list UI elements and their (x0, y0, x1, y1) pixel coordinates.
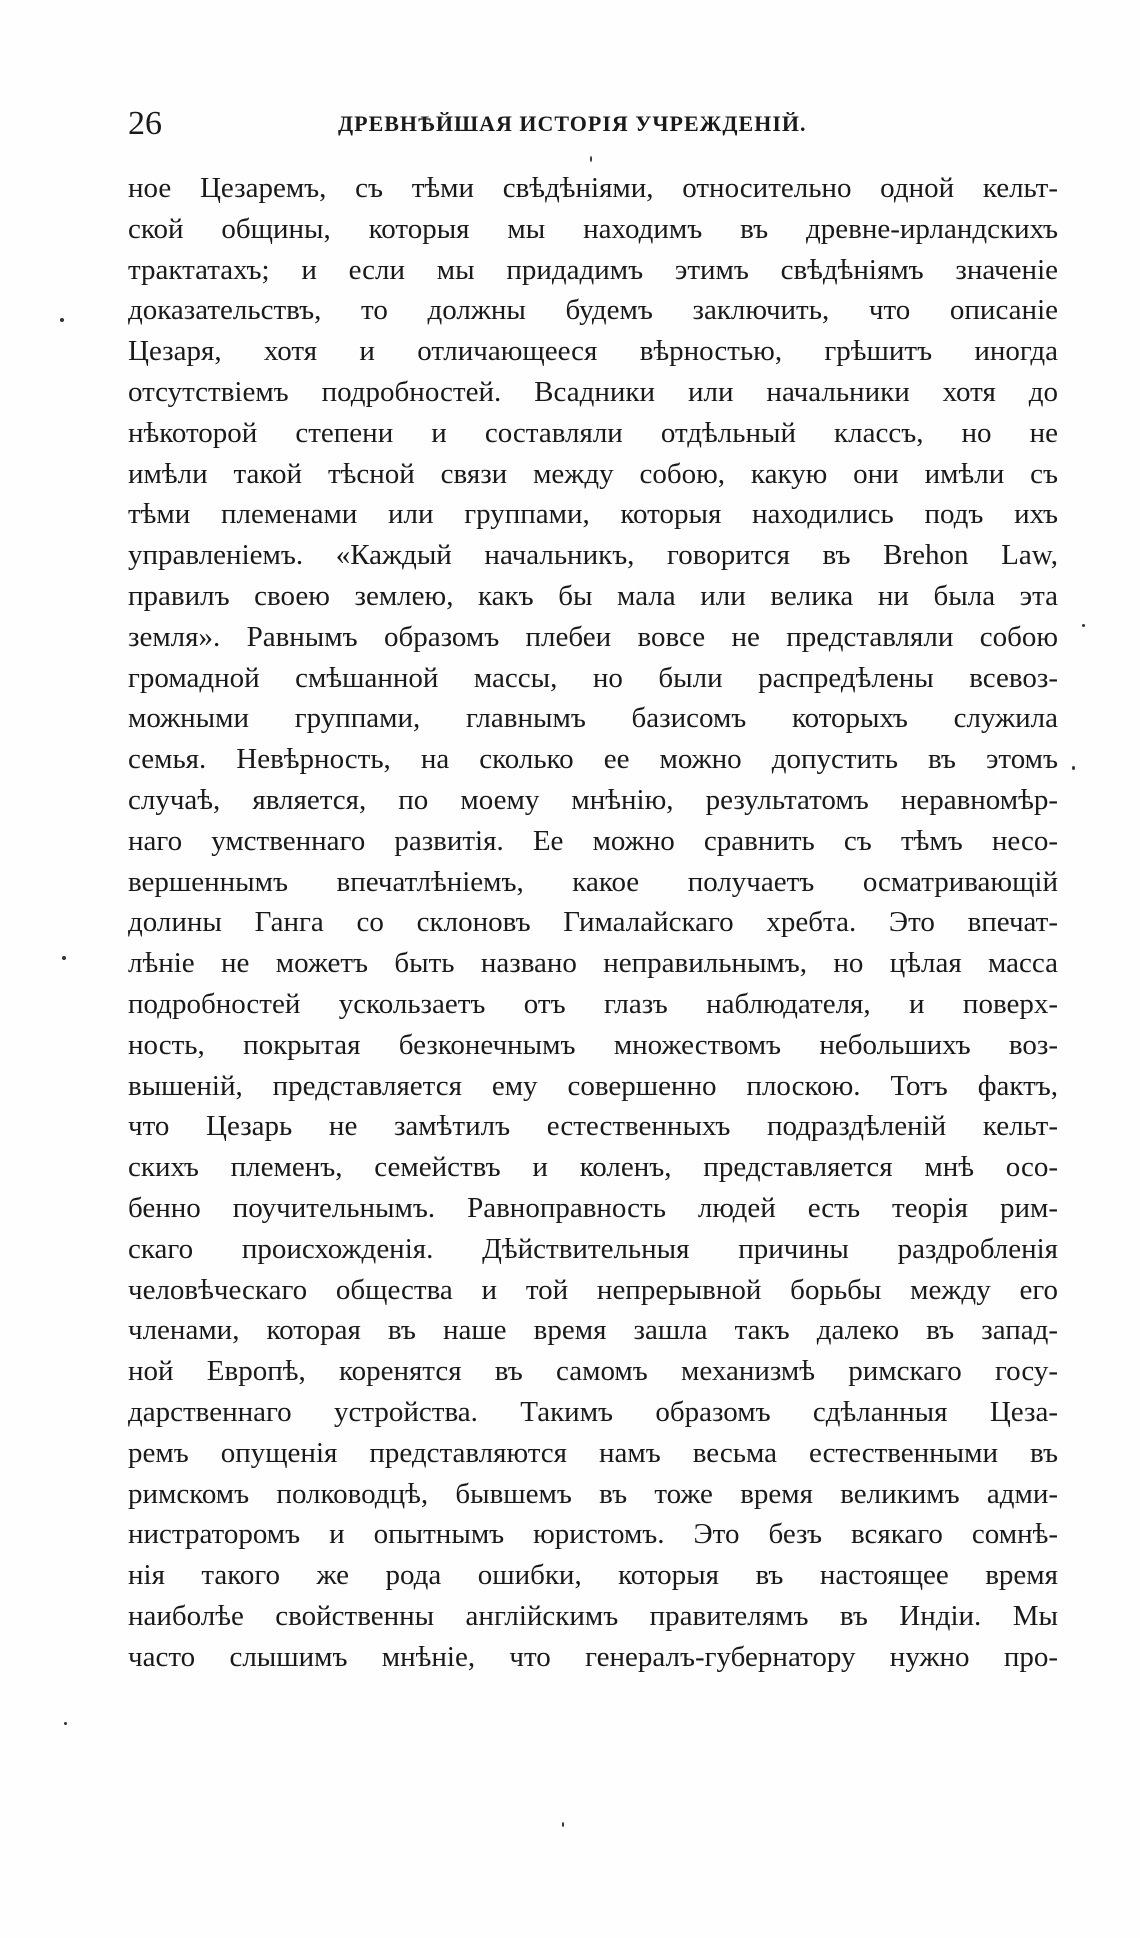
text-line: нистраторомъ и опытнымъ юристомъ. Это безъ всякаго сомнѣ- (128, 1518, 1058, 1551)
text-line: ной Европѣ, коренятся въ самомъ механизмѣ римскаго госу- (128, 1355, 1058, 1388)
text-line: отсутствіемъ подробностей. Всадники или начальники хотя до (128, 375, 1058, 408)
text-line: вышеній, представляется ему совершенно плоскою. Тотъ фактъ, (128, 1069, 1058, 1102)
text-line: скихъ племенъ, семействъ и коленъ, представляется мнѣ осо- (128, 1151, 1058, 1184)
text-line: членами, которая въ наше время зашла такъ далеко въ запад- (128, 1314, 1058, 1347)
text-line: что Цезарь не замѣтилъ естественныхъ подраздѣленій кельт- (128, 1110, 1058, 1143)
text-line: долины Ганга со склоновъ Гималайскаго хребта. Это впечат- (128, 906, 1058, 939)
text-line: дарственнаго устройства. Такимъ образомъ сдѣланныя Цеза- (128, 1395, 1058, 1428)
scan-speck (62, 956, 66, 960)
body-text (128, 168, 1058, 1677)
text-line: случаѣ, является, по моему мнѣнію, результатомъ неравномѣр- (128, 783, 1058, 816)
text-line: громадной смѣшанной массы, но были распредѣлены всевоз- (128, 661, 1058, 694)
text-line: можными группами, главнымъ базисомъ которыхъ служила (128, 702, 1058, 735)
page-header (128, 104, 1058, 144)
text-line: скаго происхожденія. Дѣйствительныя причины раздробленія (128, 1232, 1058, 1265)
text-line: наго умственнаго развитія. Ее можно сравнить съ тѣмъ несо- (128, 824, 1058, 857)
scan-speck (562, 1822, 564, 1827)
text-line: бенно поучительнымъ. Равноправность людей есть теорія рим- (128, 1191, 1058, 1224)
text-line: римскомъ полководцѣ, бывшемъ въ тоже время великимъ адми- (128, 1477, 1058, 1510)
text-line: трактатахъ; и если мы придадимъ этимъ свѣдѣніямъ значеніе (128, 253, 1058, 286)
text-line: лѣніе не можетъ быть названо неправильнымъ, но цѣлая масса (128, 947, 1058, 980)
running-title: ДРЕВНѢЙШАЯ ИСТОРІЯ УЧРЕЖДЕНІЙ. (338, 111, 807, 136)
text-line: тѣми племенами или группами, которыя находились подъ ихъ (128, 498, 1058, 531)
text-line: вершеннымъ впечатлѣніемъ, какое получаетъ осматривающій (128, 865, 1058, 898)
text-line: подробностей ускользаетъ отъ глазъ наблюдателя, и поверх- (128, 987, 1058, 1020)
text-line: ное Цезаремъ, съ тѣми свѣдѣніями, относительно одной кельт- (128, 172, 1058, 204)
scan-speck (1082, 624, 1085, 627)
page-number: 26 (128, 105, 162, 142)
scan-speck (64, 1722, 67, 1725)
text-line: ремъ опущенія представляются намъ весьма естественными въ (128, 1436, 1058, 1469)
text-line: семья. Невѣрность, на сколько ее можно допустить въ этомъ (128, 743, 1058, 776)
text-line: земля». Равнымъ образомъ плебеи вовсе не представляли собою (128, 620, 1058, 653)
text-line: Цезаря, хотя и отличающееся вѣрностью, грѣшитъ иногда (128, 335, 1058, 368)
text-line: человѣческаго общества и той непрерывной борьбы между его (128, 1273, 1058, 1306)
text-line: наиболѣе свойственны англійскимъ правителямъ въ Индіи. Мы (128, 1599, 1058, 1632)
text-line: имѣли такой тѣсной связи между собою, какую они имѣли съ (128, 457, 1058, 490)
text-line: управленіемъ. «Каждый начальникъ, говорится въ Brehon Law, (128, 539, 1058, 572)
text-line: нѣкоторой степени и составляли отдѣльный классъ, но не (128, 416, 1058, 449)
text-line: часто слышимъ мнѣніе, что генералъ-губернатору нужно про- (128, 1640, 1058, 1673)
text-line: доказательствъ, то должны будемъ заключить, что описаніе (128, 294, 1058, 327)
scan-speck (1072, 766, 1075, 770)
scan-speck (590, 156, 592, 162)
text-line: ской общины, которыя мы находимъ въ древне-ирландскихъ (128, 212, 1058, 245)
text-line: нія такого же рода ошибки, которыя въ настоящее время (128, 1559, 1058, 1592)
text-line: правилъ своею землею, какъ бы мала или велика ни была эта (128, 579, 1058, 612)
scan-speck (60, 318, 64, 322)
text-line: ность, покрытая безконечнымъ множествомъ небольшихъ воз- (128, 1028, 1058, 1061)
